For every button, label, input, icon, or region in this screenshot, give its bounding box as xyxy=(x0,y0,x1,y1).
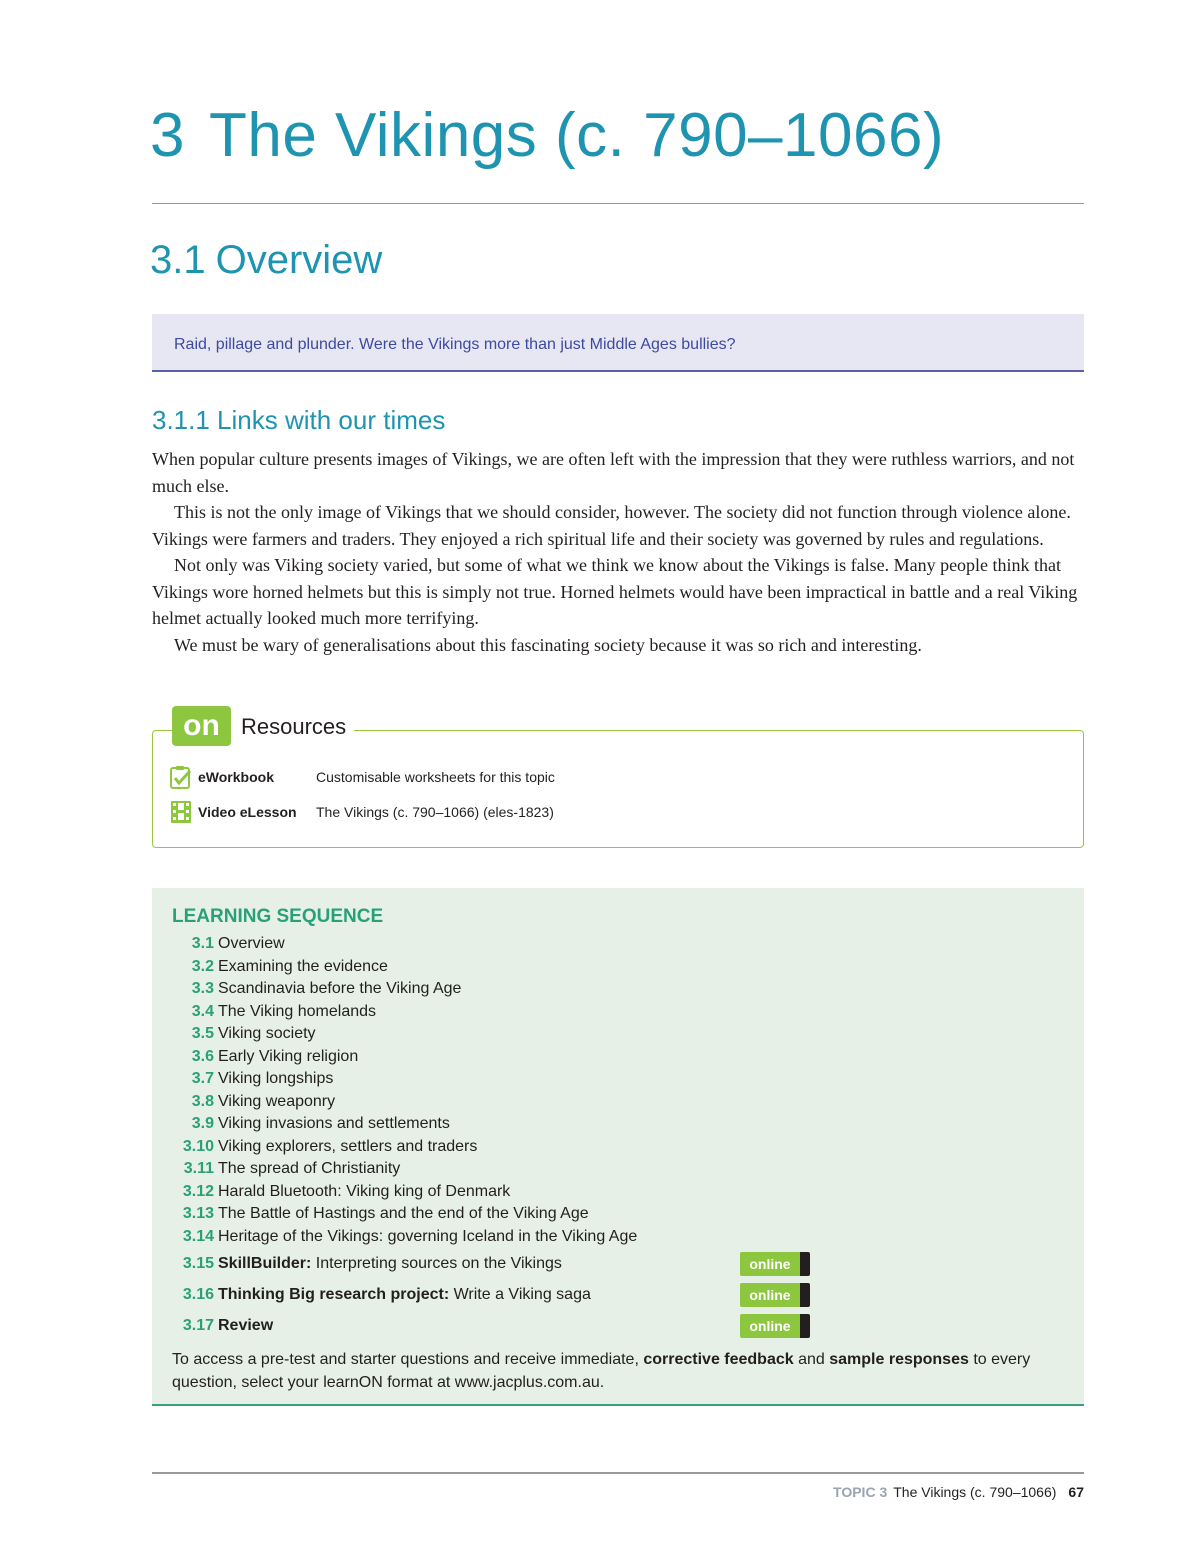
resource-item-eworkbook[interactable] xyxy=(170,762,555,792)
chapter-number: 3 xyxy=(150,101,185,170)
list-item[interactable]: 3.3 Scandinavia before the Viking Age xyxy=(191,980,462,997)
section-title xyxy=(150,238,382,283)
list-item[interactable]: 3.7 Viking longships xyxy=(191,1070,334,1087)
resource-desc: The Vikings (c. 790–1066) (eles-1823) xyxy=(316,804,554,820)
body-text xyxy=(152,446,1087,658)
resource-desc: Customisable worksheets for this topic xyxy=(316,769,555,785)
learnon-badge: on xyxy=(172,706,231,746)
title-divider xyxy=(152,203,1084,204)
chapter-title xyxy=(150,100,944,171)
list-item[interactable]: 3.14 Heritage of the Vikings: governing Iceland in the Viking Age xyxy=(182,1227,638,1245)
list-item[interactable]: 3.4 The Viking homelands xyxy=(191,1002,377,1020)
list-item[interactable]: 3.5 Viking society xyxy=(191,1025,316,1042)
paragraph: When popular culture presents images of Vikings, we are often left with the impression that they were ruthless warriors, and not much else. xyxy=(152,449,1075,496)
resource-item-video[interactable] xyxy=(170,797,554,827)
list-item-online[interactable]: 3.15 SkillBuilder: Interpreting sources on the Vikings online xyxy=(172,1248,1052,1279)
footer-divider xyxy=(152,1472,1084,1474)
learning-sequence-panel xyxy=(152,888,1084,1406)
learning-sequence-title: LEARNING SEQUENCE xyxy=(172,906,384,927)
page-number: 67 xyxy=(1068,1484,1084,1500)
list-item-online[interactable]: 3.17 Review online xyxy=(172,1310,1052,1341)
footer-topic: TOPIC 3 xyxy=(833,1484,888,1500)
paragraph: This is not the only image of Vikings that we should consider, however. The society did not function through violence alone. Vikings were farmers and traders. They enjoyed a rich spiritual life and their society was governed by rules and regulations. xyxy=(152,502,1071,549)
page-footer xyxy=(833,1484,1084,1500)
list-item[interactable]: 3.13 The Battle of Hastings and the end of the Viking Age xyxy=(182,1205,589,1222)
list-item[interactable]: 3.8 Viking weaponry xyxy=(191,1092,336,1110)
list-item-online[interactable]: 3.16 Thinking Big research project: Write a Viking saga online xyxy=(172,1279,1052,1310)
online-only-badge: online xyxy=(740,1283,810,1307)
learning-sequence-list xyxy=(172,933,1052,1341)
list-item[interactable]: 3.10 Viking explorers, settlers and traders xyxy=(182,1137,478,1155)
list-item[interactable]: 3.1 Overview xyxy=(191,935,285,952)
section-title-text: Overview xyxy=(215,238,383,282)
focus-question: Raid, pillage and plunder. Were the Vikings more than just Middle Ages bullies? xyxy=(174,336,736,353)
list-item[interactable]: 3.6 Early Viking religion xyxy=(191,1047,359,1065)
online-only-badge: online xyxy=(740,1252,810,1276)
video-icon xyxy=(170,800,192,824)
footer-title: The Vikings (c. 790–1066) xyxy=(893,1484,1057,1500)
resource-label: eWorkbook xyxy=(198,769,274,785)
eworkbook-icon xyxy=(170,765,192,789)
resource-label: Video eLesson xyxy=(198,804,297,820)
resources-title: Resources xyxy=(231,714,354,740)
list-item[interactable]: 3.9 Viking invasions and settlements xyxy=(191,1115,450,1132)
online-only-badge: online xyxy=(740,1314,810,1338)
learnon-access-note: To access a pre-test and starter questions and receive immediate, corrective feedback and sample responses to every question, select your learnON format at www.jacplus.com.au. xyxy=(172,1351,1031,1391)
section-number: 3.1 xyxy=(150,238,206,282)
paragraph: Not only was Viking society varied, but some of what we think we know about the Vikings is false. Many people think that Vikings wore horned helmets but this is simply not true. Horned helmets would have been impractical in battle and a real Viking helmet actually looked much more terrifying. xyxy=(152,555,1078,628)
subsection-title: 3.1.1 Links with our times xyxy=(152,405,446,435)
paragraph: We must be wary of generalisations about this fascinating society because it was so rich and interesting. xyxy=(174,634,922,655)
chapter-title-text: The Vikings (c. 790–1066) xyxy=(208,101,945,170)
list-item[interactable]: 3.12 Harald Bluetooth: Viking king of Denmark xyxy=(182,1182,511,1200)
list-item[interactable]: 3.2 Examining the evidence xyxy=(191,957,388,975)
focus-question-box xyxy=(152,314,1084,372)
list-item[interactable]: 3.11 The spread of Christianity xyxy=(183,1160,401,1177)
